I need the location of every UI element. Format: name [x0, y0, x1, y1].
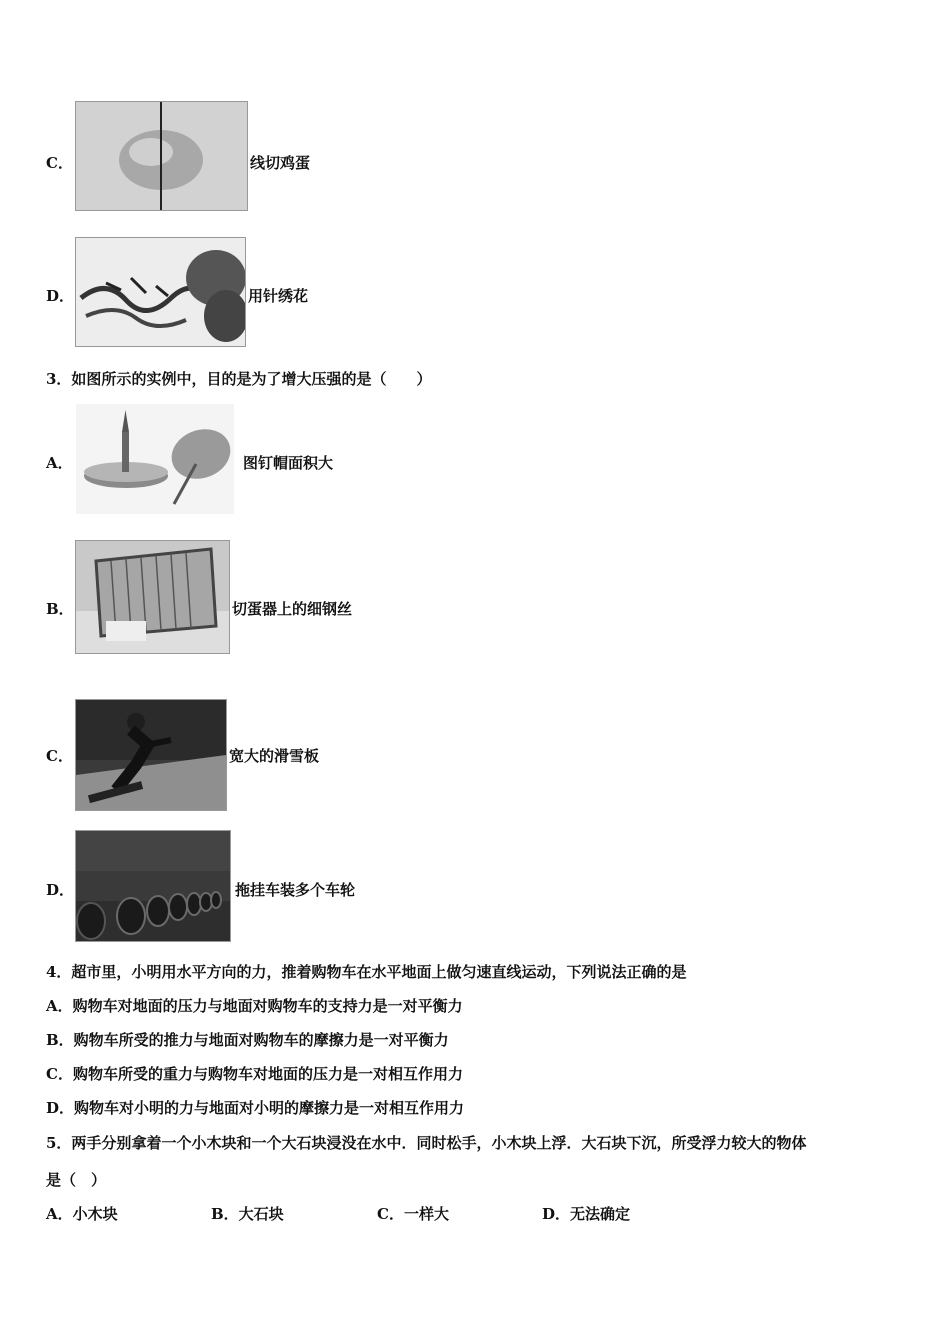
egg-slicer-photo [75, 540, 230, 654]
q3-option-d-letter: D． [46, 881, 75, 899]
q4-stem: 4．超市里，小明用水平方向的力，推着购物车在水平地面上做匀速直线运动，下列说法正确的是 [46, 963, 687, 981]
q2-option-d-caption: 用针绣花 [248, 287, 309, 305]
q3-option-a-letter: A． [46, 454, 73, 472]
q2-option-c-letter: C． [46, 154, 73, 172]
thumbtack-photo [75, 403, 235, 515]
q5-option-b: B．大石块 [211, 1205, 284, 1223]
q4-option-d: D．购物车对小明的力与地面对小明的摩擦力是一对相互作用力 [46, 1099, 465, 1117]
q4-option-c: C．购物车所受的重力与购物车对地面的压力是一对相互作用力 [46, 1065, 463, 1083]
q2-option-d-letter: D． [46, 287, 75, 305]
q3-option-d-caption: 拖挂车装多个车轮 [235, 881, 356, 899]
q4-option-a: A．购物车对地面的压力与地面对购物车的支持力是一对平衡力 [46, 997, 463, 1015]
q5-stem-line-2: 是（ ） [46, 1171, 107, 1189]
q3-option-b-letter: B． [46, 600, 74, 618]
q5-option-c: C．一样大 [377, 1205, 449, 1223]
q5-stem-line-1: 5．两手分别拿着一个小木块和一个大石块浸没在水中．同时松手，小木块上浮．大石块下沉，所受浮力较大的物体 [46, 1134, 807, 1152]
q2-option-c-caption: 线切鸡蛋 [250, 154, 311, 172]
q5-option-a: A．小木块 [46, 1205, 118, 1223]
trailer-wheels-photo [75, 830, 231, 942]
q5-option-d: D．无法确定 [542, 1205, 631, 1223]
q3-option-c-letter: C． [46, 747, 73, 765]
skier-photo [75, 699, 227, 811]
q3-option-b-caption: 切蛋器上的细钢丝 [232, 600, 353, 618]
q4-option-b: B．购物车所受的推力与地面对购物车的摩擦力是一对平衡力 [46, 1031, 449, 1049]
q3-option-c-caption: 宽大的滑雪板 [229, 747, 320, 765]
embroidery-photo [75, 237, 246, 347]
egg-cut-photo [75, 101, 248, 211]
q3-stem: 3．如图所示的实例中，目的是为了增大压强的是（ ） [46, 370, 432, 388]
q3-option-a-caption: 图钉帽面积大 [243, 454, 334, 472]
